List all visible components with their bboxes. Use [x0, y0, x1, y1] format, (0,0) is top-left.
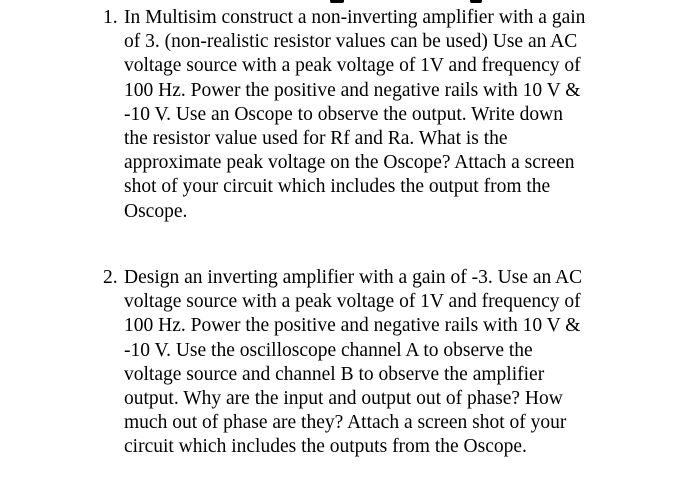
question-text-line: -10 V. Use the oscilloscope channel A to observe the — [124, 339, 533, 361]
question-text-line: much out of phase are they? Attach a screen shot of your — [124, 412, 567, 434]
question-text-line: Oscope. — [124, 200, 188, 222]
question-text-line: 100 Hz. Power the positive and negative rails with 10 V & — [124, 79, 581, 101]
question-text-line: -10 V. Use an Oscope to observe the output. Write down — [124, 103, 563, 125]
question-text-line: circuit which includes the outputs from the Oscope. — [124, 436, 527, 458]
question-text-line: the resistor value used for Rf and Ra. What is the — [124, 128, 508, 149]
question-number: 2. — [103, 267, 118, 288]
question-text-line: Design an inverting amplifier with a gain of -3. Use an AC — [124, 267, 583, 288]
question-text-line: 100 Hz. Power the positive and negative rails with 10 V & — [124, 315, 581, 337]
question-text-line: In Multisim construct a non-inverting amplifier with a gain — [124, 7, 586, 28]
cropped-heading-fragment — [330, 0, 490, 3]
question-text-line: voltage source and channel B to observe the amplifier — [124, 363, 545, 385]
question-text-line: approximate peak voltage on the Oscope? Attach a screen — [124, 152, 575, 174]
question-text-line: voltage source with a peak voltage of 1V and frequency of — [124, 55, 581, 77]
question-text-line: shot of your circuit which includes the output from the — [124, 176, 551, 198]
question-text-line: voltage source with a peak voltage of 1V and frequency of — [124, 291, 581, 313]
question-number: 1. — [103, 7, 118, 28]
question-text-line: of 3. (non-realistic resistor values can be used) Use an AC — [124, 31, 578, 53]
question-text-line: output. Why are the input and output out of phase? How — [124, 388, 563, 409]
